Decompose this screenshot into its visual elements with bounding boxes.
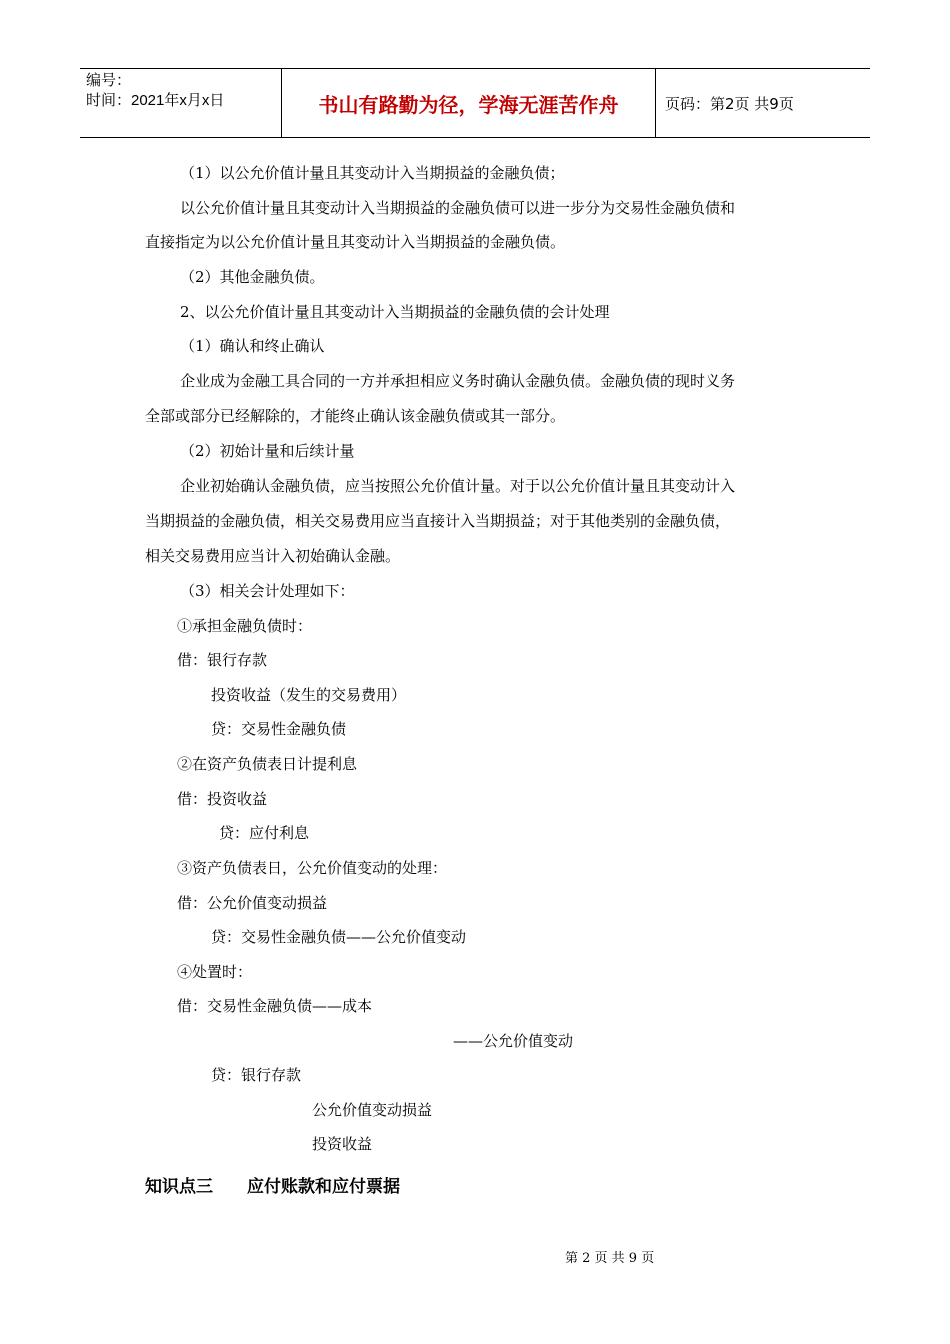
body-line: 贷：应付利息 bbox=[219, 824, 310, 842]
header-motto: 书山有路勤为径，学海无涯苦作舟 bbox=[281, 69, 656, 137]
body-line: 企业成为金融工具合同的一方并承担相应义务时确认金融负债。金融负债的现时义务 bbox=[180, 372, 736, 390]
body-line: （3）相关会计处理如下： bbox=[180, 582, 355, 600]
body-line: ④处置时： bbox=[177, 963, 253, 981]
body-line: 企业初始确认金融负债，应当按照公允价值计量。对于以公允价值计量且其变动计入 bbox=[180, 477, 736, 495]
body-line: 贷：交易性金融负债 bbox=[211, 720, 347, 738]
body-line: 以公允价值计量且其变动计入当期损益的金融负债可以进一步分为交易性金融负债和 bbox=[180, 199, 736, 217]
body-line: ③资产负债表日，公允价值变动的处理： bbox=[177, 859, 448, 877]
body-line: （2）其他金融负债。 bbox=[180, 268, 325, 286]
body-line: 借：公允价值变动损益 bbox=[177, 894, 328, 912]
body-line: 贷：银行存款 bbox=[211, 1066, 302, 1084]
body-line: 相关交易费用应当计入初始确认金融。 bbox=[145, 547, 401, 565]
body-line: ①承担金融负债时： bbox=[177, 617, 313, 635]
header-page-info: 页码：第2页 共9页 bbox=[665, 94, 794, 113]
body-line: 2、以公允价值计量且其变动计入当期损益的金融负债的会计处理 bbox=[180, 303, 610, 321]
body-line: 借：投资收益 bbox=[177, 790, 268, 808]
body-line: （1）以公允价值计量且其变动计入当期损益的金融负债； bbox=[180, 164, 565, 182]
body-line: 直接指定为以公允价值计量且其变动计入当期损益的金融负债。 bbox=[145, 233, 566, 251]
document-time-label: 时间：2021年x月x日 bbox=[86, 92, 225, 109]
page-header bbox=[80, 68, 870, 138]
body-line: 贷：交易性金融负债——公允价值变动 bbox=[211, 928, 467, 946]
body-line: 全部或部分已经解除的，才能终止确认该金融负债或其一部分。 bbox=[145, 407, 566, 425]
body-line: 投资收益（发生的交易费用） bbox=[211, 686, 407, 704]
section-heading: 知识点三 应付账款和应付票据 bbox=[145, 1177, 400, 1197]
body-line: （2）初始计量和后续计量 bbox=[180, 442, 355, 460]
body-line: 当期损益的金融负债，相关交易费用应当直接计入当期损益；对于其他类别的金融负债， bbox=[145, 512, 731, 530]
body-line: 借：交易性金融负债——成本 bbox=[177, 997, 373, 1015]
body-line: ②在资产负债表日计提利息 bbox=[177, 755, 358, 773]
header-meta bbox=[80, 69, 281, 137]
body-line: 借：银行存款 bbox=[177, 651, 268, 669]
body-line: 公允价值变动损益 bbox=[312, 1101, 433, 1119]
body-line: ——公允价值变动 bbox=[453, 1032, 574, 1050]
document-number-label: 编号： bbox=[86, 72, 132, 89]
body-line: （1）确认和终止确认 bbox=[180, 337, 325, 355]
body-line: 投资收益 bbox=[312, 1135, 373, 1153]
page-footer: 第 2 页 共 9 页 bbox=[565, 1251, 655, 1266]
